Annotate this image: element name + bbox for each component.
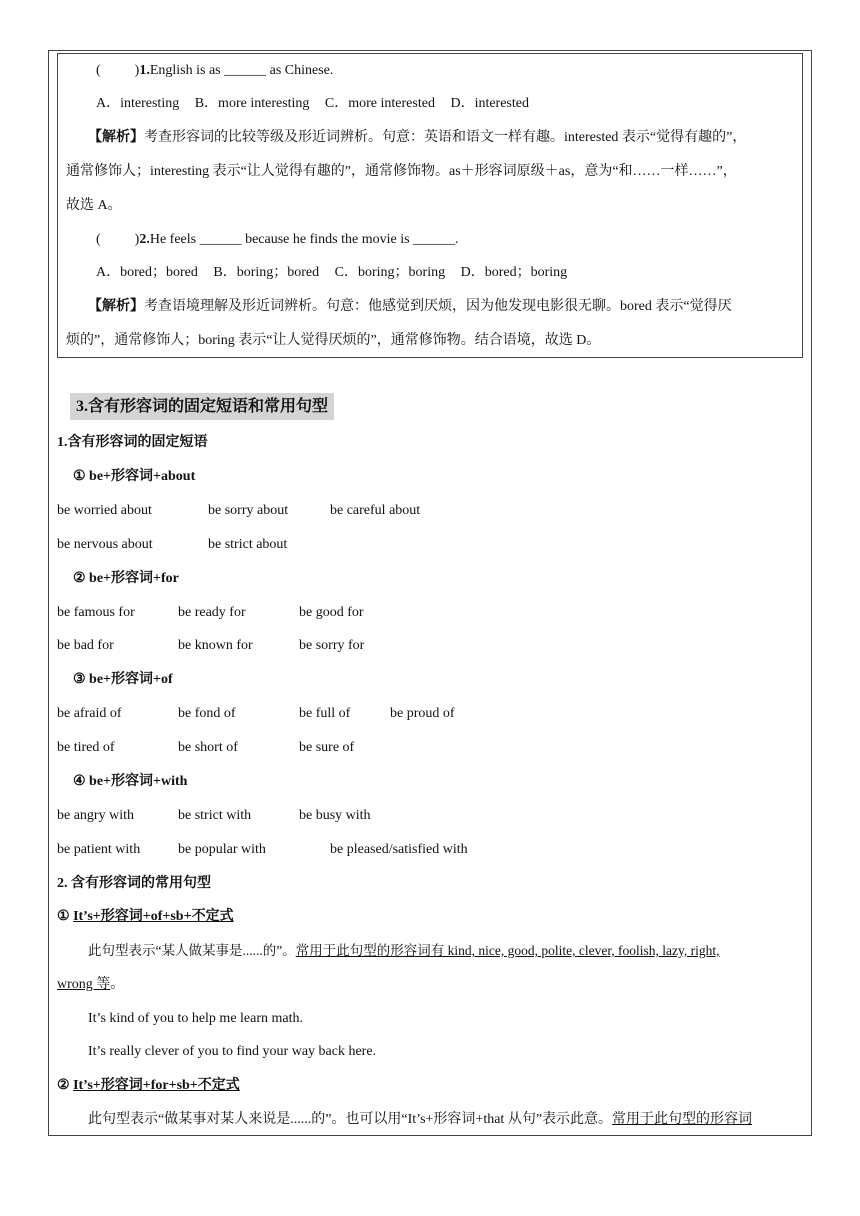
phrase: be popular with — [178, 842, 266, 857]
question-2: ( )2.He feels ______ because he finds the movie is ______. — [96, 232, 459, 247]
question-1-analysis-line3: 故选 A。 — [66, 198, 122, 213]
phrase: be known for — [178, 638, 253, 653]
phrase: be tired of — [57, 740, 115, 755]
phrase: be short of — [178, 740, 238, 755]
question-1-analysis-line2: 通常修饰人；interesting 表示“让人觉得有趣的”，通常修饰物。as＋形容词原级＋as，意为“和……一样……”， — [66, 164, 737, 179]
phrase: be ready for — [178, 605, 246, 620]
pattern-1-description-cont: wrong 等。 — [57, 977, 125, 992]
phrase: be famous for — [57, 605, 135, 620]
section-title: 3.含有形容词的固定短语和常用句型 — [70, 393, 334, 420]
phrase: be angry with — [57, 808, 134, 823]
group-title-for: ② be+形容词+for — [73, 571, 179, 586]
phrase: be patient with — [57, 842, 141, 857]
question-2-options: A．bored；bored B．boring；bored C．boring；boring D．bored；boring — [96, 265, 568, 280]
phrase: be careful about — [330, 503, 421, 518]
question-1-options: A．interesting B．more interesting C．more interested D．interested — [96, 96, 529, 111]
phrase: be busy with — [299, 808, 371, 823]
phrase: be strict with — [178, 808, 252, 823]
phrase: be fond of — [178, 706, 236, 721]
pattern-2-title: ② It’s+形容词+for+sb+不定式 — [57, 1078, 240, 1093]
patterns-heading: 2. 含有形容词的常用句型 — [57, 876, 211, 891]
question-1: ( )1.English is as ______ as Chinese. — [96, 63, 334, 78]
phrase: be good for — [299, 605, 364, 620]
question-2-analysis: 【解析】考查语境理解及形近词辨析。句意：他感觉到厌烦，因为他发现电影很无聊。bored 表示“觉得厌 — [88, 299, 732, 314]
phrase: be nervous about — [57, 537, 153, 552]
phrase: be pleased/satisfied with — [330, 842, 468, 857]
phrase: be bad for — [57, 638, 114, 653]
phrase: be worried about — [57, 503, 152, 518]
phrase: be strict about — [208, 537, 288, 552]
phrase: be afraid of — [57, 706, 122, 721]
example-sentence: It’s really clever of you to find your way back here. — [88, 1044, 377, 1059]
pattern-2-description: 此句型表示“做某事对某人来说是......的”。也可以用“It’s+形容词+that 从句”表示此意。常用于此句型的形容词 — [88, 1112, 753, 1127]
phrase: be sorry about — [208, 503, 289, 518]
question-2-analysis-line2: 烦的”，通常修饰人；boring 表示“让人觉得厌烦的”，通常修饰物。结合语境，故选 D。 — [66, 333, 601, 348]
phrase: be proud of — [390, 706, 455, 721]
phrase: be sorry for — [299, 638, 365, 653]
group-title-with: ④ be+形容词+with — [73, 774, 188, 789]
group-title-of: ③ be+形容词+of — [73, 672, 173, 687]
phrase: be full of — [299, 706, 351, 721]
group-title-about: ① be+形容词+about — [73, 469, 196, 484]
phrases-heading: 1.含有形容词的固定短语 — [57, 435, 208, 450]
pattern-1-title: ① It’s+形容词+of+sb+不定式 — [57, 909, 234, 924]
example-sentence: It’s kind of you to help me learn math. — [88, 1011, 304, 1026]
pattern-1-description: 此句型表示“某人做某事是......的”。常用于此句型的形容词有 kind, nice, good, polite, clever, foolish, lazy, right, — [88, 943, 720, 958]
phrase: be sure of — [299, 740, 355, 755]
question-1-analysis: 【解析】考查形容词的比较等级及形近词辨析。句意：英语和语文一样有趣。interested 表示“觉得有趣的”， — [88, 130, 747, 145]
